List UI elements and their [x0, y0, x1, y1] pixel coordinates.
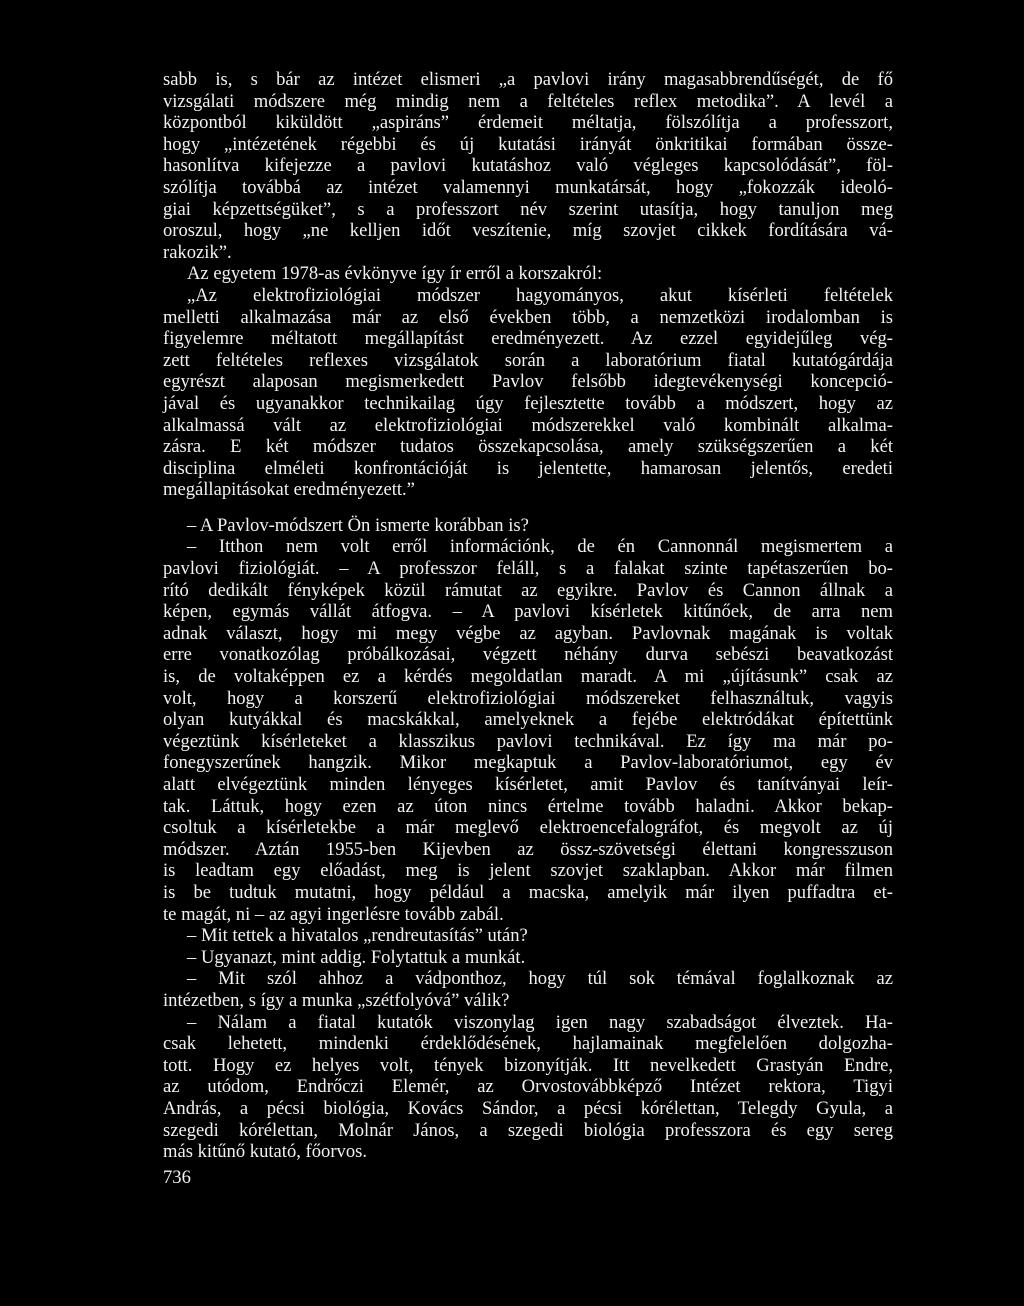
- text-line: volt, hogy a korszerű elektrofiziológiai módszereket felhasználtuk, vagyis: [163, 687, 893, 709]
- text-line: erre vonatkozólag próbálkozásai, végzett néhány durva sebészi beavatkozást: [163, 644, 893, 666]
- text-line: szegedi kórélettan, Molnár János, a szegedi biológia professzora és egy sereg: [163, 1119, 893, 1141]
- text-line: jával és ugyanakkor technikailag úgy fejlesztette tovább a módszert, hogy az: [163, 392, 893, 414]
- paragraph: [163, 285, 893, 501]
- text-line: alkalmassá vált az elektrofiziológiai módszerekkel való kombinált alkalma-: [163, 414, 893, 436]
- text-line: „Az elektrofiziológiai módszer hagyományos, akut kísérleti feltételek: [187, 284, 893, 306]
- text-line: disciplina elméleti konfrontációját is jelentette, hamarosan jelentős, eredeti: [163, 457, 893, 479]
- text-line: adnak választ, hogy mi megy végbe az agyban. Pavlovnak magának is voltak: [163, 622, 893, 644]
- text-line: rító dedikált fényképek közül rámutat az egyikre. Pavlov és Cannon állnak a: [163, 579, 893, 601]
- text-line: csak lehetett, mindenki érdeklődésének, hajlamainak megfelelően dolgozha-: [163, 1033, 893, 1055]
- paragraph: [163, 536, 893, 925]
- text-line: végeztünk kísérleteket a klasszikus pavlovi technikával. Ez így ma már po-: [163, 730, 893, 752]
- text-line: hasonlítva kifejezze a pavlovi kutatáshoz való végleges kapcsolódását”, föl-: [163, 155, 893, 177]
- text-line: Az egyetem 1978-as évkönyve így ír erről a korszakról:: [187, 263, 603, 285]
- text-line: olyan kutyákkal és macskákkal, amelyeknek a fejébe elektródákat építettünk: [163, 709, 893, 731]
- text-line: hogy „intézetének régebbi és új kutatási irányát önkritikai formában össze-: [163, 133, 893, 155]
- text-line: – Nálam a fiatal kutatók viszonylag igen nagy szabadságot élveztek. Ha-: [187, 1011, 893, 1033]
- text-line: – Itthon nem volt erről információnk, de én Cannonnál megismertem a: [187, 536, 893, 558]
- paragraph: [163, 925, 893, 947]
- text-line: melletti alkalmazása már az első években több, a nemzetközi irodalomban is: [163, 306, 893, 328]
- paragraph: [163, 947, 893, 969]
- document-body: [163, 69, 893, 1163]
- paragraph: [163, 263, 893, 285]
- text-line: módszer. Aztán 1955-ben Kijevben az össz-szövetségi élettani kongresszuson: [163, 838, 893, 860]
- text-line: képen, egymás vállát átfogva. – A pavlovi kísérletek kitűnőek, de arra nem: [163, 601, 893, 623]
- paragraph: [163, 968, 893, 1011]
- text-line: tott. Hogy ez helyes volt, tények bizonyítják. Itt nevelkedett Grastyán Endre,: [163, 1054, 893, 1076]
- text-line: giai képzettségüket”, s a professzort név szerint utasítja, hogy tanuljon meg: [163, 198, 893, 220]
- text-line: is leadtam egy előadást, meg is jelent szovjet szaklapban. Akkor már filmen: [163, 860, 893, 882]
- text-line: fonegyszerűnek hangzik. Mikor megkaptuk a Pavlov-laboratóriumot, egy év: [163, 752, 893, 774]
- text-line: – Mit tettek a hivatalos „rendreutasítás” után?: [187, 925, 528, 947]
- paragraph: [163, 69, 893, 263]
- text-line: András, a pécsi biológia, Kovács Sándor, a pécsi kórélettan, Telegdy Gyula, a: [163, 1097, 893, 1119]
- paragraph: [163, 515, 893, 537]
- text-line: oroszul, hogy „ne kelljen időt veszítenie, míg szovjet cikkek fordítására vá-: [163, 220, 893, 242]
- text-line: más kitűnő kutató, főorvos.: [163, 1141, 367, 1163]
- text-line: szólítja továbbá az intézet valamennyi munkatársát, hogy „fokozzák ideoló-: [163, 176, 893, 198]
- text-line: figyelemre méltatott megállapítást eredményezett. Az ezzel egyidejűleg vég-: [163, 328, 893, 350]
- text-line: is, de voltaképpen ez a kérdés megoldatlan maradt. A mi „újításunk” csak az: [163, 666, 893, 688]
- text-line: pavlovi fiziológiát. – A professzor feláll, s a falakat szinte tapétaszerűen bo-: [163, 558, 893, 580]
- text-line: megállapitásokat eredményezett.”: [163, 479, 415, 501]
- text-line: – A Pavlov-módszert Ön ismerte korábban is?: [187, 514, 529, 536]
- paragraph: [163, 1012, 893, 1163]
- text-line: – Ugyanazt, mint addig. Folytattuk a munkát.: [187, 946, 526, 968]
- page-number: 736: [163, 1167, 191, 1188]
- text-line: – Mit szól ahhoz a vádponthoz, hogy túl sok témával foglalkoznak az: [187, 968, 893, 990]
- text-line: egyrészt alaposan megismerkedett Pavlov felsőbb idegtevékenységi koncepció-: [163, 371, 893, 393]
- text-line: központból kiküldött „aspiráns” érdemeit méltatja, fölszólítja a professzort,: [163, 112, 893, 134]
- text-line: rakozik”.: [163, 241, 232, 263]
- text-line: zett feltételes reflexes vizsgálatok során a laboratórium fiatal kutatógárdája: [163, 349, 893, 371]
- text-line: az utódom, Endrőczi Elemér, az Orvostovábbképző Intézet rektora, Tigyi: [163, 1076, 893, 1098]
- text-line: tak. Láttuk, hogy ezen az úton nincs értelme tovább haladni. Akkor bekap-: [163, 795, 893, 817]
- text-line: is be tudtuk mutatni, hogy például a macska, amelyik már ilyen puffadtra et-: [163, 881, 893, 903]
- text-line: zásra. E két módszer tudatos összekapcsolása, amely szükségszerűen a két: [163, 436, 893, 458]
- text-line: intézetben, s így a munka „szétfolyóvá” válik?: [163, 989, 510, 1011]
- text-line: vizsgálati módszere még mindig nem a feltételes reflex metodika”. A levél a: [163, 90, 893, 112]
- text-line: alatt elvégeztünk minden lényeges kísérletet, amit Pavlov és tanítványai leír-: [163, 774, 893, 795]
- text-line: csoltuk a kísérletekbe a már meglevő elektroencefalográfot, és megvolt az új: [163, 817, 893, 839]
- text-line: te magát, ni – az agyi ingerlésre tovább zabál.: [163, 903, 504, 925]
- text-line: sabb is, s bár az intézet elismeri „a pavlovi irány magasabbrendűségét, de fő: [163, 69, 893, 90]
